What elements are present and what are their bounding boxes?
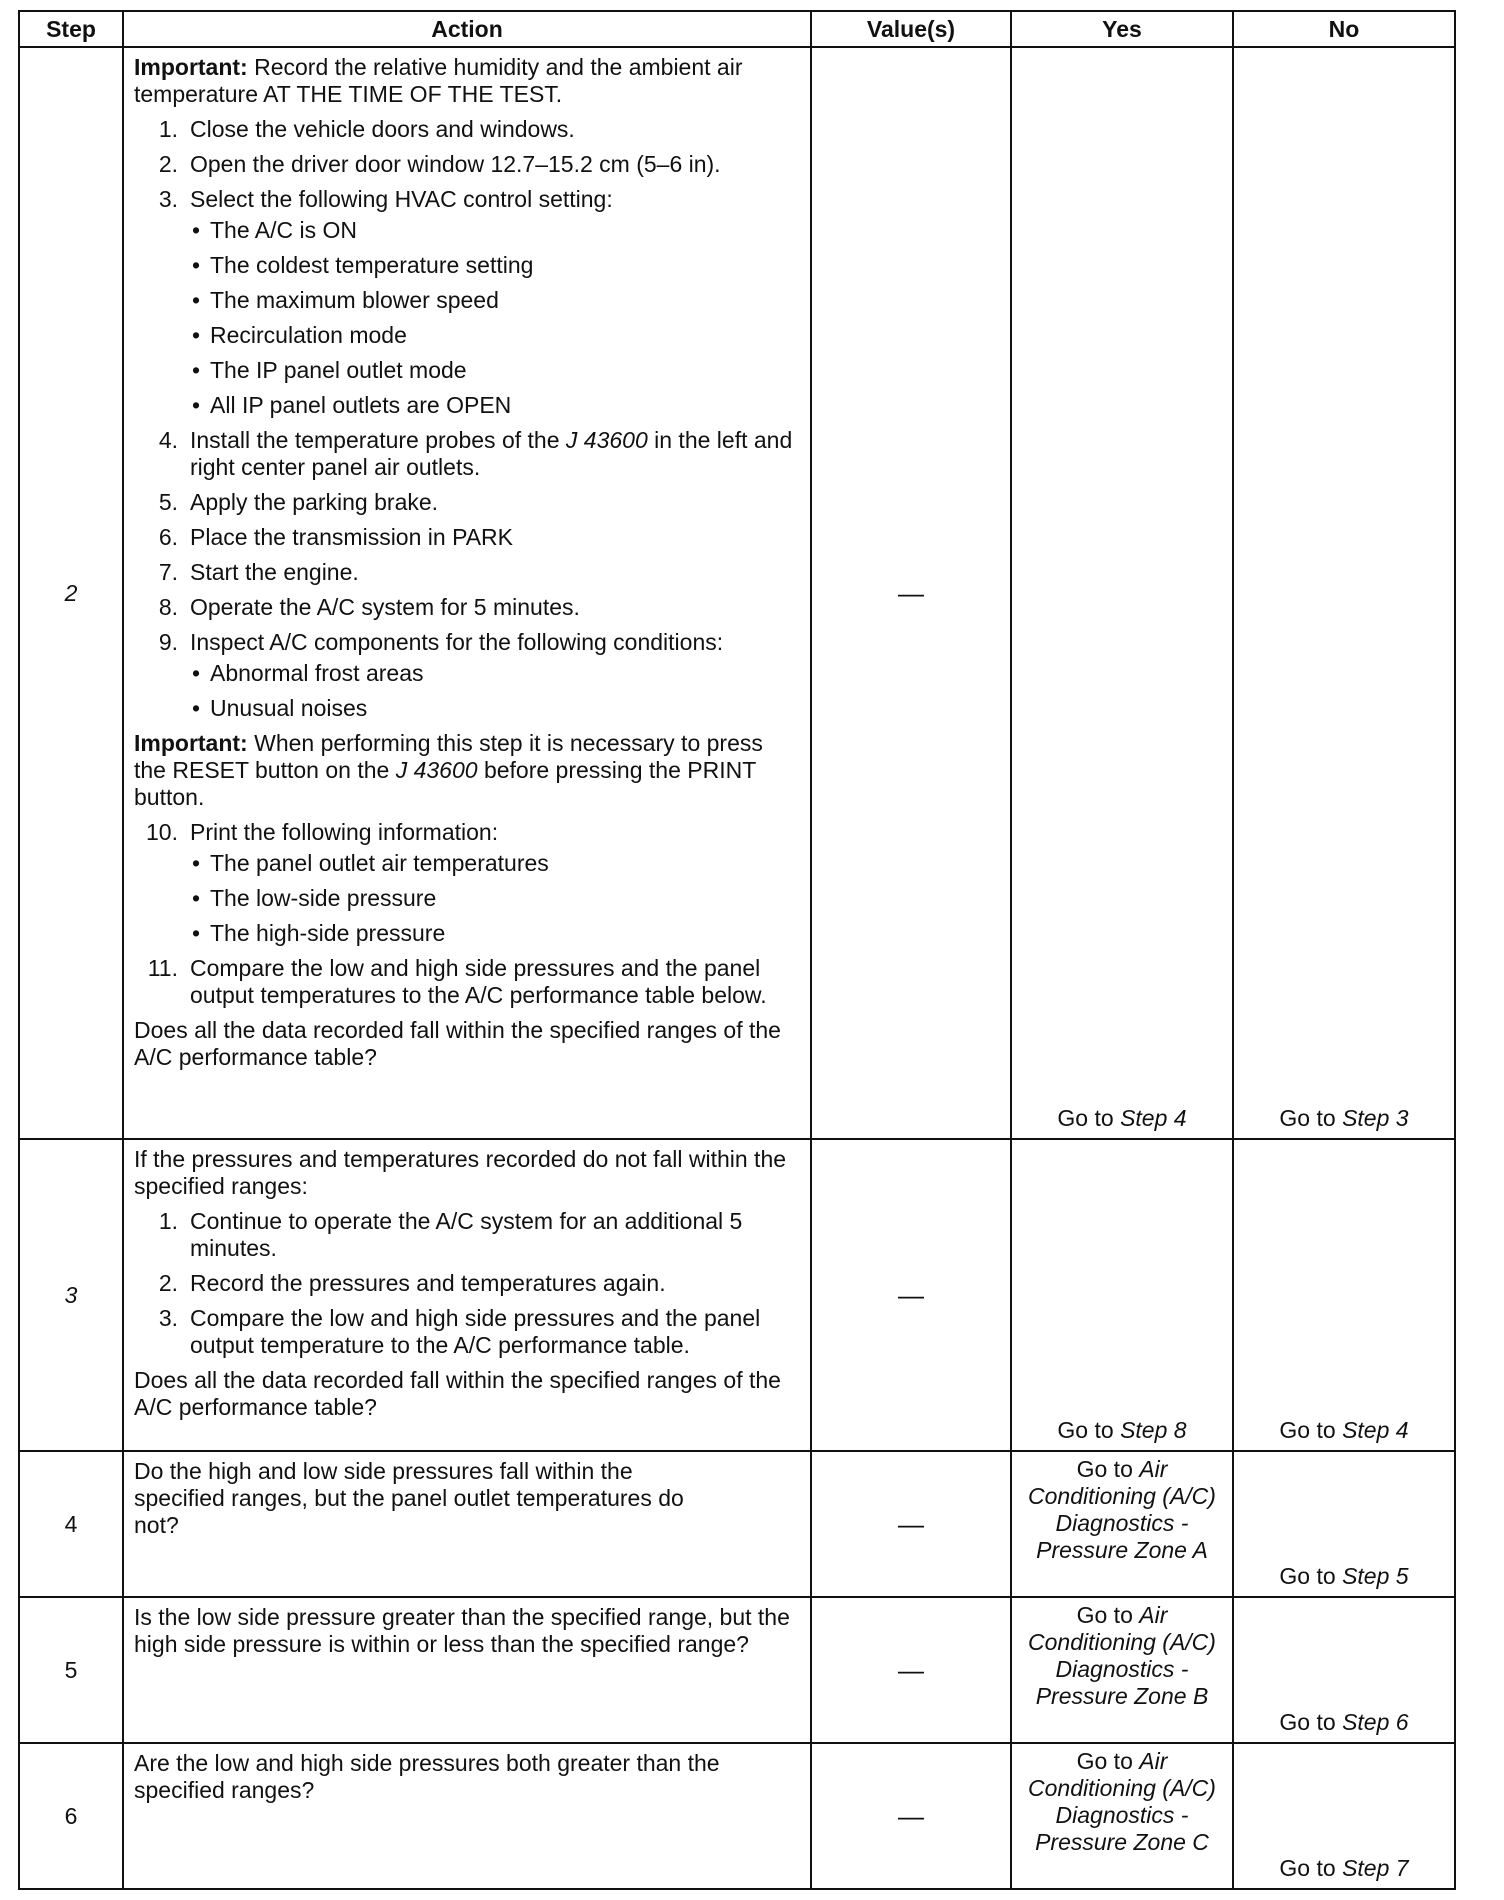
yes-cell [1011, 1451, 1233, 1597]
step-number: 5 [19, 1597, 123, 1743]
value-cell: — [811, 1451, 1011, 1597]
table-row-step-6 [19, 1743, 1455, 1889]
list-item: 1. Continue to operate the A/C system for an additional 5 minutes. [158, 1208, 743, 1261]
no-link[interactable]: Go to Step 7 [1279, 1855, 1409, 1881]
intro-text: If the pressures and temperatures recorded do not fall within the specified ranges: [134, 1146, 787, 1199]
bullet-list [190, 850, 800, 947]
table-row-step-4 [19, 1451, 1455, 1597]
header-step: Step [19, 11, 123, 47]
bullet-item: • The coldest temperature setting [190, 252, 800, 279]
question-text: Does all the data recorded fall within the specified ranges of the A/C performance table? [134, 1367, 781, 1420]
bullet-item: • Abnormal frost areas [190, 660, 800, 687]
action-cell [123, 1139, 811, 1451]
no-link[interactable]: Go to Step 3 [1279, 1105, 1409, 1131]
action-cell [123, 1451, 811, 1597]
no-cell [1233, 1597, 1455, 1743]
yes-cell [1011, 1139, 1233, 1451]
action-cell [123, 1597, 811, 1743]
step-number: 6 [19, 1743, 123, 1889]
list-item: 2. Open the driver door window 12.7–15.2 cm (5–6 in). [158, 151, 721, 177]
list-item: 4. Install the temperature probes of the J 43600 in the left and right center panel air outlets. [158, 427, 793, 480]
header-yes: Yes [1011, 11, 1233, 47]
yes-cell [1011, 47, 1233, 1139]
bullet-item: • The panel outlet air temperatures [190, 850, 800, 877]
header-row [19, 11, 1455, 47]
table-row-step-2 [19, 47, 1455, 1139]
no-cell [1233, 47, 1455, 1139]
list-item: 3. Compare the low and high side pressures and the panel output temperature to the A/C performance table. [158, 1305, 761, 1358]
list-item: 5. Apply the parking brake. [158, 489, 439, 515]
table-row-step-5 [19, 1597, 1455, 1743]
bullet-item: • All IP panel outlets are OPEN [190, 392, 800, 419]
header-no: No [1233, 11, 1455, 47]
bullet-item: • The A/C is ON [190, 217, 800, 244]
value-cell: — [811, 1597, 1011, 1743]
no-link[interactable]: Go to Step 5 [1279, 1563, 1409, 1589]
list-item: 7. Start the engine. [158, 559, 359, 585]
important-label: Important: [134, 730, 248, 756]
question-text: Do the high and low side pressures fall within the specified ranges, but the panel outlet temperatures do not? [134, 1458, 684, 1538]
no-link[interactable]: Go to Step 4 [1279, 1417, 1409, 1443]
step-number: 4 [19, 1451, 123, 1597]
value-cell: — [811, 47, 1011, 1139]
tool-reference: J 43600 [395, 757, 478, 783]
list-item: 8. Operate the A/C system for 5 minutes. [158, 594, 580, 620]
instruction-list [134, 1208, 800, 1359]
bullet-list [190, 217, 800, 419]
question-text: Are the low and high side pressures both greater than the specified ranges? [134, 1750, 720, 1803]
list-item: 11. Compare the low and high side pressures and the panel output temperatures to the A/C performance table below. [147, 955, 767, 1008]
step-number: 3 [19, 1139, 123, 1451]
bullet-item: • The IP panel outlet mode [190, 357, 800, 384]
yes-link[interactable]: Go to Air Conditioning (A/C) Diagnostics - Pressure Zone B [1028, 1602, 1216, 1709]
no-cell [1233, 1139, 1455, 1451]
question-text: Does all the data recorded fall within the specified ranges of the A/C performance table? [134, 1017, 781, 1070]
list-item: 10. Print the following information: • The panel outlet air temperatures • The low-side pressure • The high-side pressure [134, 819, 800, 947]
no-cell [1233, 1451, 1455, 1597]
no-cell [1233, 1743, 1455, 1889]
diagnostic-table-container [18, 10, 1454, 1890]
no-link[interactable]: Go to Step 6 [1279, 1709, 1409, 1735]
bullet-item: • The maximum blower speed [190, 287, 800, 314]
list-item: 6. Place the transmission in PARK [158, 524, 513, 550]
yes-cell [1011, 1597, 1233, 1743]
action-cell [123, 1743, 811, 1889]
yes-link[interactable]: Go to Air Conditioning (A/C) Diagnostics - Pressure Zone A [1028, 1456, 1216, 1563]
list-item: 3. Select the following HVAC control setting: • The A/C is ON • The coldest temperature setting • The maximum blower speed • Recirculation mode • The IP panel outlet mode • All IP panel outlets are OPEN [134, 186, 800, 419]
header-action: Action [123, 11, 811, 47]
bullet-item: • Recirculation mode [190, 322, 800, 349]
step-number: 2 [19, 47, 123, 1139]
action-cell [123, 47, 811, 1139]
yes-link[interactable]: Go to Step 8 [1057, 1417, 1187, 1443]
yes-link[interactable]: Go to Air Conditioning (A/C) Diagnostics - Pressure Zone C [1028, 1748, 1216, 1855]
instruction-list [134, 819, 800, 1009]
question-text: Is the low side pressure greater than the specified range, but the high side pressure is within or less than the specified range? [134, 1604, 790, 1657]
bullet-list [190, 660, 800, 722]
list-item: 1. Close the vehicle doors and windows. [158, 116, 575, 142]
diagnostic-table [18, 10, 1456, 1890]
important-label: Important: [134, 54, 248, 80]
header-values: Value(s) [811, 11, 1011, 47]
important-text: Record the relative humidity and the ambient air temperature AT THE TIME OF THE TEST. [134, 54, 743, 107]
instruction-list [134, 116, 800, 722]
yes-link[interactable]: Go to Step 4 [1057, 1105, 1187, 1131]
important-note: Important: When performing this step it is necessary to press the RESET button on the J 43600 before pressing the PRINT button. [134, 730, 763, 810]
list-item: 9. Inspect A/C components for the following conditions: • Abnormal frost areas • Unusual noises [134, 629, 800, 722]
value-cell: — [811, 1139, 1011, 1451]
bullet-item: • The low-side pressure [190, 885, 800, 912]
tool-reference: J 43600 [565, 427, 648, 453]
list-item: 2. Record the pressures and temperatures again. [158, 1270, 666, 1296]
yes-cell [1011, 1743, 1233, 1889]
important-note [134, 54, 800, 108]
value-cell: — [811, 1743, 1011, 1889]
bullet-item: • Unusual noises [190, 695, 800, 722]
bullet-item: • The high-side pressure [190, 920, 800, 947]
table-row-step-3 [19, 1139, 1455, 1451]
